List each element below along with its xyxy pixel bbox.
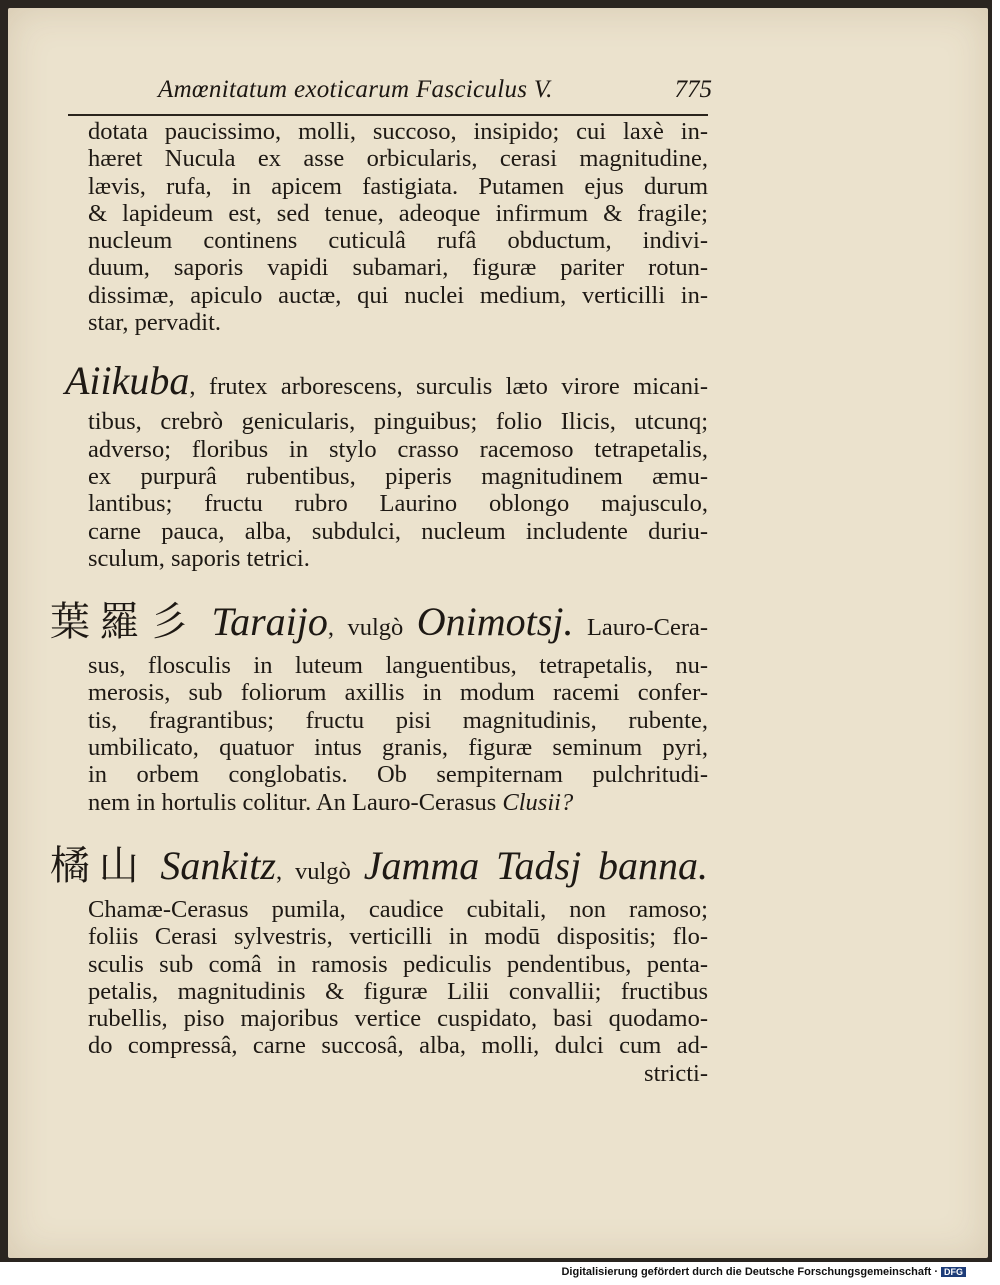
body-text [50, 118, 709, 1087]
text-line: & lapideum est, sed tenue, adeoque infirmum & fragile; [88, 199, 708, 227]
plant-name: Aiikuba [65, 358, 190, 404]
text-line: rubellis, piso majoribus vertice cuspidato, basi quodamo- [88, 1005, 708, 1033]
text-line: lævis, rufa, in apicem fastigiata. Putamen ejus durum [88, 172, 708, 200]
plant-name: Sankitz [160, 842, 276, 888]
text-line: nucleum continens cuticulâ rufâ obductum, indivi- [88, 227, 708, 255]
text-line: umbilicato, quatuor intus granis, figuræ seminum pyri, [88, 734, 708, 762]
text-line: tis, fragrantibus; fructu pisi magnitudinis, rubente, [88, 706, 708, 734]
text-line [88, 789, 708, 816]
text-line: star, pervadit. [88, 309, 222, 337]
text-line: sculis sub comâ in ramosis pediculis pendentibus, penta- [88, 950, 708, 978]
catchword: stricti- [644, 1059, 708, 1087]
text-line: in orbem conglobatis. Ob sempiternam pulchritudi- [88, 761, 708, 789]
heading-text: Lauro-Cera- [586, 614, 709, 642]
text-line: foliis Cerasi sylvestris, verticilli in modū dispositis; flo- [88, 923, 708, 951]
vulgo-text: , vulgò [327, 614, 404, 642]
entry-sankitz [50, 842, 708, 1087]
text-line: dissimæ, apiculo auctæ, qui nuclei medium, verticilli in- [88, 281, 708, 309]
vulgo-text: , vulgò [275, 857, 351, 885]
text-line: petalis, magnitudinis & figuræ Lilii convallii; fructibus [88, 977, 708, 1005]
text-line: carne pauca, alba, subdulci, nucleum includente duriu- [88, 517, 708, 545]
kanji-characters: 橘山 [50, 842, 148, 889]
running-title: Amœnitatum exoticarum Fasciculus V. [158, 76, 553, 103]
entry-heading [50, 598, 708, 652]
plant-name: Taraijo [211, 599, 328, 645]
dfg-logo: DFG [941, 1267, 966, 1277]
text-line: lantibus; fructu rubro Laurino oblongo majusculo, [88, 490, 708, 518]
text-line: duum, saporis vapidi subamari, figuræ pariter rotun- [88, 254, 708, 282]
heading-text: , frutex arborescens, surculis læto virore micani- [189, 373, 708, 401]
line-text: nem in hortulis colitur. An Lauro-Cerasus [88, 788, 497, 816]
running-head [158, 74, 718, 114]
credit-text: Digitalisierung gefördert durch die Deutsche Forschungsgemeinschaft · [561, 1266, 938, 1278]
page-number: 775 [674, 76, 712, 103]
text-line: sus, flosculis in luteum languentibus, tetrapetalis, nu- [88, 652, 708, 680]
entry-heading [50, 842, 708, 896]
text-line: merosis, sub foliorum axillis in modum racemi confer- [88, 679, 708, 707]
text-line: tibus, crebrò genicularis, pinguibus; folio Ilicis, utcunq; [88, 408, 708, 436]
text-line: Chamæ-Cerasus pumila, caudice cubitali, non ramoso; [88, 895, 708, 923]
text-line: ex purpurâ rubentibus, piperis magnitudinem æmu- [88, 462, 708, 490]
text-line: do compressâ, carne succosâ, alba, molli, dulci cum ad- [88, 1032, 708, 1060]
header-rule [68, 114, 708, 116]
text-line: dotata paucissimo, molli, succoso, insipido; cui laxè in- [88, 118, 708, 145]
text-line: sculum, saporis tetrici. [88, 544, 310, 572]
italic-citation: Clusii? [502, 788, 574, 816]
vernacular-name: Onimotsj. [416, 599, 574, 645]
kanji-characters: 葉羅彡 [50, 599, 199, 646]
digitization-credit [561, 1266, 966, 1278]
entry-aiikuba [65, 358, 708, 572]
vernacular-name: Jamma Tadsj banna. [363, 842, 708, 888]
entry-taraijo [50, 598, 709, 816]
continued-paragraph [88, 118, 708, 336]
text-line: hæret Nucula ex asse orbicularis, cerasi magnitudine, [88, 145, 708, 173]
text-line: adverso; floribus in stylo crasso racemoso tetrapetalis, [88, 435, 708, 463]
entry-heading [65, 360, 708, 408]
book-page [8, 8, 988, 1258]
